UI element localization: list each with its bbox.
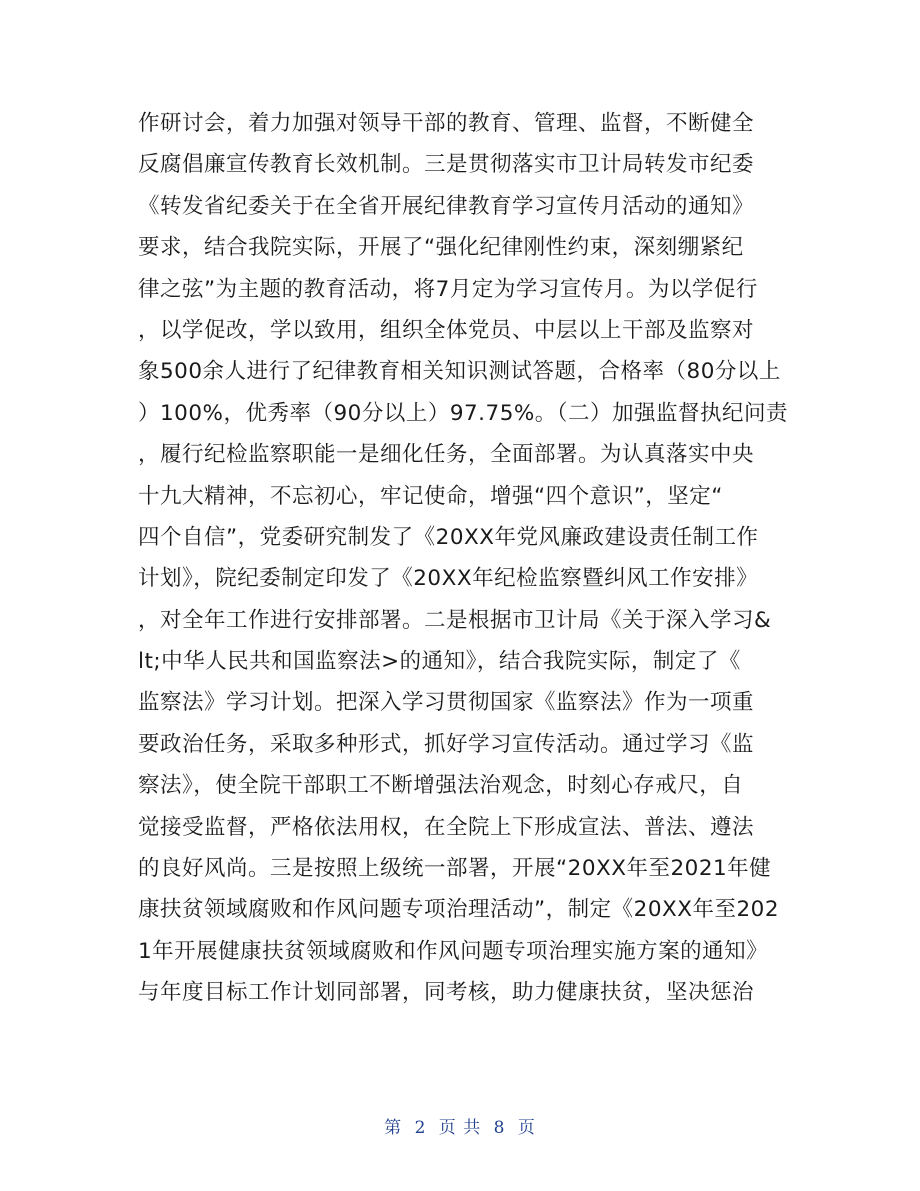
text-line: ，履行纪检监察职能一是细化任务，全面部署。为认真落实中央 bbox=[138, 442, 755, 468]
text-line: 1年开展健康扶贫领域腐败和作风问题专项治理实施方案的通知》 bbox=[138, 938, 769, 964]
page-footer bbox=[0, 1113, 920, 1138]
text-line: 象500余人进行了纪律教育相关知识测试答题，合格率（80分以上 bbox=[138, 359, 781, 385]
text-line: 要政治任务，采取多种形式，抓好学习宣传活动。通过学习《监 bbox=[138, 731, 755, 757]
text-line: 监察法》学习计划。把深入学习贯彻国家《监察法》作为一项重 bbox=[138, 690, 755, 716]
text-line: 《转发省纪委关于在全省开展纪律教育学习宣传月活动的通知》 bbox=[138, 193, 755, 219]
text-line: 反腐倡廉宣传教育长效机制。三是贯彻落实市卫计局转发市纪委 bbox=[138, 152, 755, 178]
body-text bbox=[138, 103, 798, 1014]
text-line: 十九大精神，不忘初心，牢记使命，增强“四个意识”，坚定“ bbox=[138, 483, 723, 509]
footer-total-pages: 8 bbox=[493, 1118, 506, 1138]
footer-page-number: 2 bbox=[414, 1118, 427, 1138]
text-line: 作研讨会，着力加强对领导干部的教育、管理、监督，不断健全 bbox=[138, 111, 755, 136]
text-line: 的良好风尚。三是按照上级统一部署，开展“20XX年至2021年健 bbox=[138, 856, 772, 882]
text-line: 觉接受监督，严格依法用权，在全院上下形成宣法、普法、遵法 bbox=[138, 814, 755, 840]
text-line: ，以学促改，学以致用，组织全体党员、中层以上干部及监察对 bbox=[138, 317, 755, 343]
text-line: 康扶贫领域腐败和作风问题专项治理活动”，制定《20XX年至202 bbox=[138, 897, 779, 923]
text-line: 律之弦”为主题的教育活动，将7月定为学习宣传月。为以学促行 bbox=[138, 276, 758, 302]
text-line: 察法》，使全院干部职工不断增强法治观念，时刻心存戒尺，自 bbox=[138, 773, 744, 799]
text-line: 计划》，院纪委制定印发了《20XX年纪检监察暨纠风工作安排》 bbox=[138, 566, 759, 592]
footer-prefix: 第 bbox=[384, 1118, 403, 1138]
text-line: 与年度目标工作计划同部署，同考核，助力健康扶贫，坚决惩治 bbox=[138, 980, 755, 1006]
text-line: 要求，结合我院实际，开展了“强化纪律刚性约束，深刻绷紧纪 bbox=[138, 235, 744, 261]
text-line: lt;中华人民共和国监察法>的通知》，结合我院实际，制定了《 bbox=[138, 649, 741, 675]
text-line: ，对全年工作进行安排部署。二是根据市卫计局《关于深入学习& bbox=[138, 607, 772, 633]
text-line: 四个自信”，党委研究制发了《20XX年党风廉政建设责任制工作 bbox=[138, 524, 759, 550]
footer-suffix: 页 bbox=[517, 1118, 536, 1138]
text-line: ）100%，优秀率（90分以上）97.75%。（二）加强监督执纪问责 bbox=[138, 400, 789, 426]
footer-middle: 页 共 bbox=[438, 1118, 482, 1138]
